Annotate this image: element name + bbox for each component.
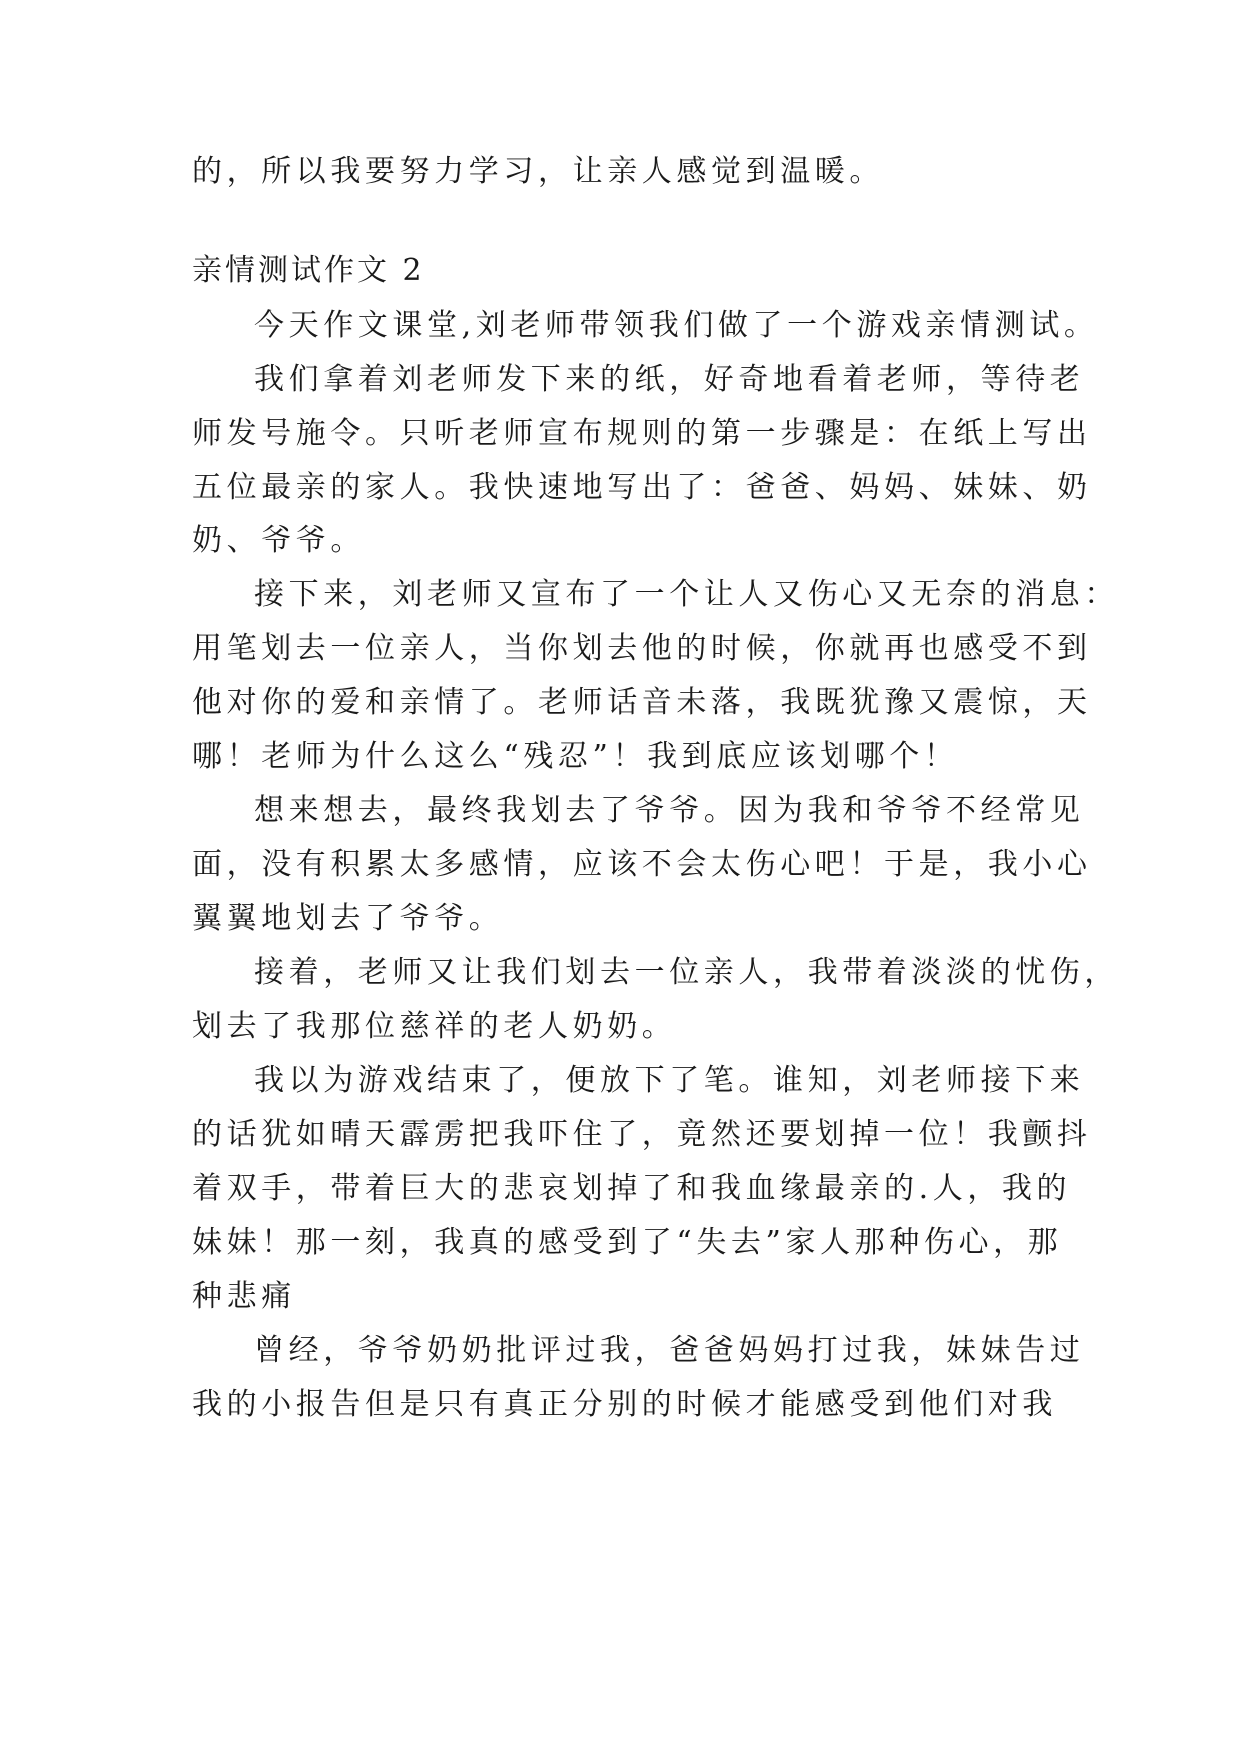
paragraph-line: 翼翼地划去了爷爷。 — [192, 901, 504, 936]
paragraph-line: 曾经，爷爷奶奶批评过我，爸爸妈妈打过我，妹妹告过 — [254, 1333, 1085, 1368]
paragraph-line: 今天作文课堂,刘老师带领我们做了一个游戏亲情测试。 — [254, 308, 1099, 343]
paragraph-line: 的，所以我要努力学习，让亲人感觉到温暖。 — [192, 154, 884, 189]
paragraph-line: 妹妹！那一刻，我真的感受到了“失去”家人那种伤心，那 — [192, 1225, 1063, 1260]
paragraph-line: 奶、爷爷。 — [192, 523, 365, 558]
paragraph-line: 我们拿着刘老师发下来的纸，好奇地看着老师，等待老 — [254, 362, 1085, 397]
paragraph-line: 哪！老师为什么这么“残忍”！我到底应该划哪个！ — [192, 739, 959, 774]
paragraph-line: 想来想去，最终我划去了爷爷。因为我和爷爷不经常见 — [254, 793, 1085, 828]
paragraph-line: 划去了我那位慈祥的老人奶奶。 — [192, 1009, 677, 1044]
paragraph-line: 我以为游戏结束了，便放下了笔。谁知，刘老师接下来 — [254, 1063, 1085, 1098]
paragraph-line: 师发号施令。只听老师宣布规则的第一步骤是：在纸上写出 — [192, 416, 1092, 451]
paragraph-line: 的话犹如晴天霹雳把我吓住了，竟然还要划掉一位！我颤抖 — [192, 1117, 1092, 1152]
paragraph-line: 种悲痛 — [192, 1279, 296, 1314]
paragraph-line: 着双手，带着巨大的悲哀划掉了和我血缘最亲的.人，我的 — [192, 1171, 1072, 1206]
paragraph-line: 接着，老师又让我们划去一位亲人，我带着淡淡的忧伤， — [254, 955, 1119, 990]
paragraph-line: 他对你的爱和亲情了。老师话音未落，我既犹豫又震惊，天 — [192, 685, 1092, 720]
paragraph-line: 我的小报告但是只有真正分别的时候才能感受到他们对我 — [192, 1387, 1057, 1422]
paragraph-line: 用笔划去一位亲人，当你划去他的时候，你就再也感受不到 — [192, 631, 1092, 666]
essay-title: 亲情测试作文 2 — [192, 253, 425, 288]
paragraph-line: 面，没有积累太多感情，应该不会太伤心吧！于是，我小心 — [192, 847, 1092, 882]
paragraph-line: 五位最亲的家人。我快速地写出了：爸爸、妈妈、妹妹、奶 — [192, 470, 1092, 505]
paragraph-line: 接下来，刘老师又宣布了一个让人又伤心又无奈的消息： — [254, 577, 1119, 612]
